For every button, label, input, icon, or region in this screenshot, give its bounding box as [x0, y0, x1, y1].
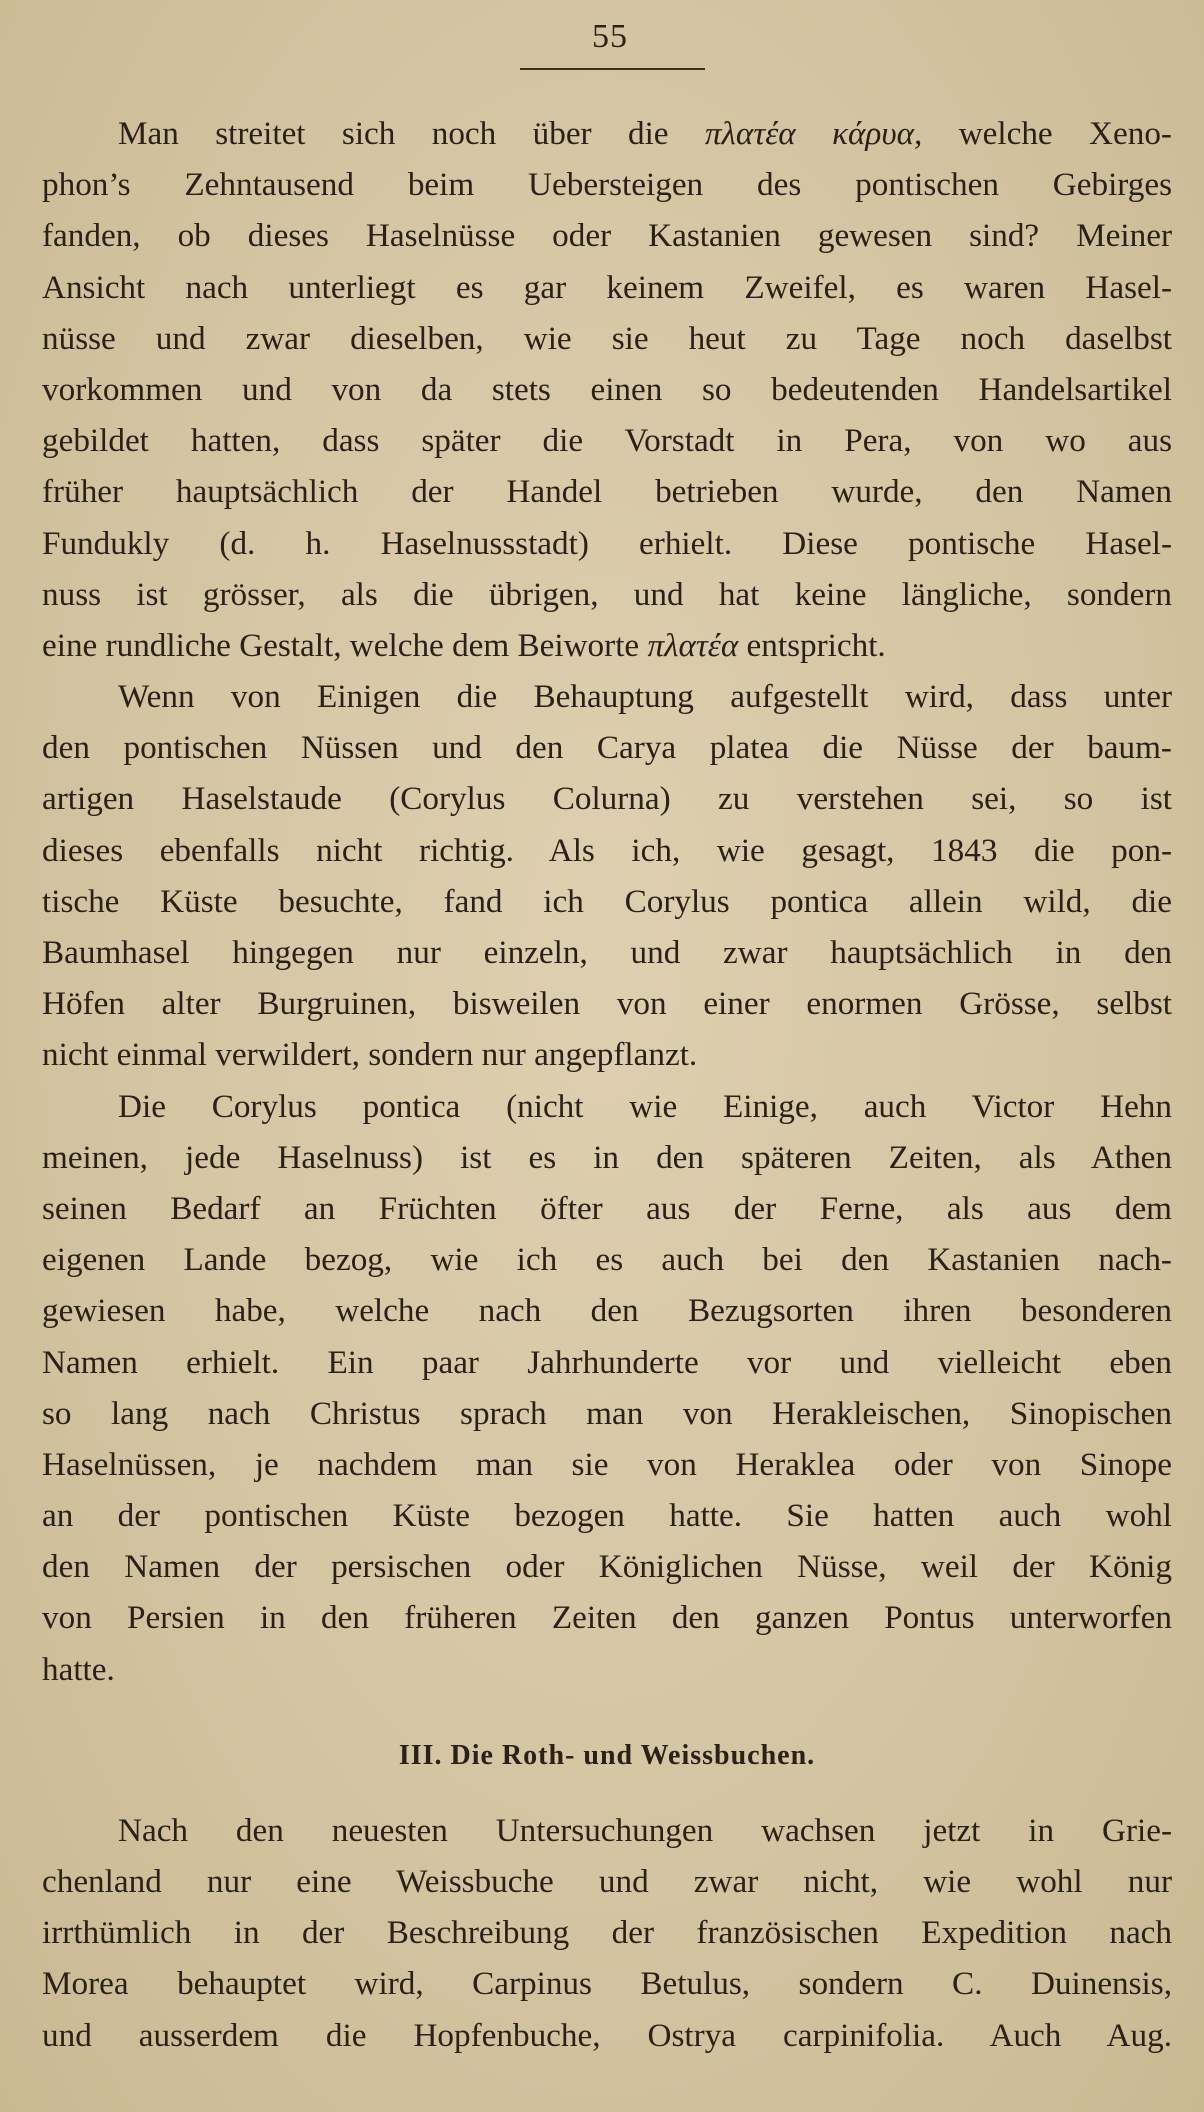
page-number-rule [520, 68, 705, 70]
section-heading-block [42, 1695, 1172, 1805]
paragraph-weissbuchen [42, 1805, 1172, 2061]
text-line: Nach den neuesten Untersuchungen wachsen jetzt in Grie- [118, 1811, 1172, 1849]
text-line: seinen Bedarf an Früchten öfter aus der Ferne, als aus dem [42, 1189, 1172, 1227]
text-line: nüsse und zwar dieselben, wie sie heut zu Tage noch daselbst [42, 319, 1172, 357]
text-line: Die Corylus pontica (nicht wie Einige, auch Victor Hehn [118, 1087, 1172, 1125]
section-heading: III. Die Roth- und Weissbuchen. [398, 1739, 816, 1771]
text-line: eigenen Lande bezog, wie ich es auch bei den Kastanien nach- [42, 1241, 1172, 1279]
page-body [42, 108, 1172, 2061]
paragraph-plataia-karya [42, 108, 1172, 671]
text-line: nicht einmal verwildert, sondern nur angepflanzt. [42, 1036, 698, 1074]
page-number: 55 [592, 18, 628, 55]
text-line: dieses ebenfalls nicht richtig. Als ich, wie gesagt, 1843 die pon- [42, 831, 1172, 869]
text-line: irrthümlich in der Beschreibung der französischen Expedition nach [42, 1914, 1172, 1952]
text-line: meinen, jede Haselnuss) ist es in den späteren Zeiten, als Athen [42, 1138, 1172, 1176]
greek-word: πλατέα [647, 626, 739, 664]
text-line: gewiesen habe, welche nach den Bezugsorten ihren besonderen [42, 1292, 1172, 1330]
text-line: Baumhasel hingegen nur einzeln, und zwar hauptsächlich in den [42, 934, 1172, 971]
text-line: tische Küste besuchte, fand ich Corylus pontica allein wild, die [42, 882, 1172, 920]
text-line: Man streitet sich noch über die πλατέα κάρυα, welche Xeno- [118, 115, 1172, 152]
text-line: eine rundliche Gestalt, welche dem Beiworte πλατέα entspricht. [42, 626, 886, 664]
paragraph-baumhasel [42, 671, 1172, 1081]
text-line: so lang nach Christus sprach man von Herakleischen, Sinopischen [42, 1394, 1172, 1432]
text-line: chenland nur eine Weissbuche und zwar nicht, wie wohl nur [42, 1863, 1172, 1900]
text-line: und ausserdem die Hopfenbuche, Ostrya carpinifolia. Auch Aug. [42, 2016, 1172, 2054]
text-line: Morea behauptet wird, Carpinus Betulus, sondern C. Duinensis, [42, 1965, 1172, 2003]
text-line: hatte. [42, 1650, 115, 1688]
text-line: von Persien in den früheren Zeiten den ganzen Pontus unterworfen [42, 1599, 1172, 1637]
text-line: nuss ist grösser, als die übrigen, und hat keine längliche, sondern [42, 575, 1172, 613]
text-line: den pontischen Nüssen und den Carya platea die Nüsse der baum- [42, 729, 1172, 767]
text-line: artigen Haselstaude (Corylus Colurna) zu verstehen sei, so ist [42, 780, 1172, 818]
text-line: früher hauptsächlich der Handel betrieben wurde, den Namen [42, 473, 1172, 511]
text-line: Höfen alter Burgruinen, bisweilen von einer enormen Grösse, selbst [42, 985, 1172, 1023]
text-line: gebildet hatten, dass später die Vorstadt in Pera, von wo aus [42, 422, 1172, 460]
text-line: Ansicht nach unterliegt es gar keinem Zweifel, es waren Hasel- [42, 268, 1172, 306]
text-line: Fundukly (d. h. Haselnussstadt) erhielt. Diese pontische Hasel- [42, 524, 1172, 562]
text-line: Namen erhielt. Ein paar Jahrhunderte vor und vielleicht eben [42, 1343, 1172, 1381]
text-line: Haselnüssen, je nachdem man sie von Heraklea oder von Sinope [42, 1445, 1172, 1483]
paragraph-corylus-pontica [42, 1081, 1172, 1695]
text-line: phon’s Zehntausend beim Uebersteigen des pontischen Gebirges [42, 166, 1172, 204]
text-line: an der pontischen Küste bezogen hatte. Sie hatten auch wohl [42, 1497, 1172, 1535]
greek-phrase: πλατέα κάρυα, [704, 115, 923, 152]
text-line: vorkommen und von da stets einen so bedeutenden Handelsartikel [42, 370, 1172, 408]
text-line: fanden, ob dieses Haselnüsse oder Kastanien gewesen sind? Meiner [42, 217, 1172, 255]
text-line: den Namen der persischen oder Königlichen Nüsse, weil der König [42, 1548, 1172, 1586]
text-line: Wenn von Einigen die Behauptung aufgestellt wird, dass unter [118, 678, 1172, 716]
